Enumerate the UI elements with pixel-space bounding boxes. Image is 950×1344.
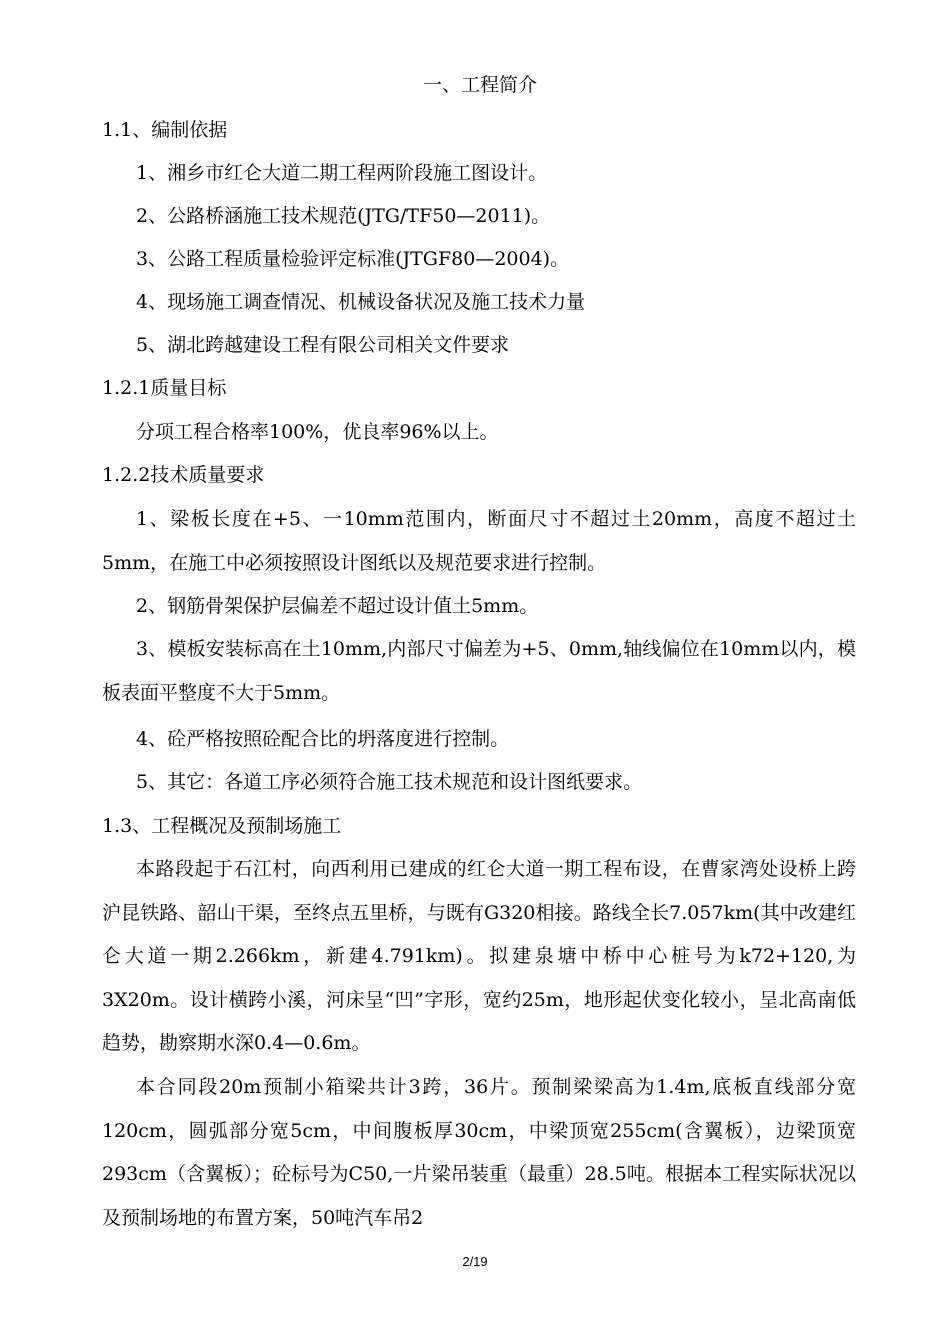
page-title: 一、工程简介 bbox=[422, 74, 537, 96]
overview-paragraph-2: 本合同段20m预制小箱梁共计3跨，36片。预制梁梁高为1.4m,底板直线部分宽120cm，圆弧部分宽5cm，中间腹板厚30cm，中梁顶宽255cm(含翼板），边梁顶宽293cm（含翼板）；砼标号为C50,一片梁吊装重（最重）28.5吨。根据本工程实际状况以及预制场地的布置方案，50吨汽车吊2 bbox=[102, 1076, 856, 1229]
quality-req-item-4: 4、砼严格按照砼配合比的坍落度进行控制。 bbox=[136, 728, 510, 750]
basis-item-1: 1、湘乡市红仑大道二期工程两阶段施工图设计。 bbox=[136, 162, 548, 184]
basis-item-3: 3、公路工程质量检验评定标准(JTGF80—2004)。 bbox=[136, 248, 570, 270]
basis-item-5: 5、湖北跨越建设工程有限公司相关文件要求 bbox=[136, 334, 510, 356]
quality-req-item-2: 2、钢筋骨架保护层偏差不超过设计值土5mm。 bbox=[136, 595, 539, 617]
quality-target-text: 分项工程合格率100%，优良率96%以上。 bbox=[136, 421, 499, 443]
basis-item-2: 2、公路桥涵施工技术规范(JTG/TF50—2011)。 bbox=[136, 205, 551, 227]
basis-item-4: 4、现场施工调查情况、机械设备状况及施工技术力量 bbox=[136, 291, 586, 313]
quality-req-item-1: 1、梁板长度在+5、一10mm范围内，断面尺寸不超过土20mm，高度不超过土5mm，在施工中必须按照设计图纸以及规范要求进行控制。 bbox=[102, 508, 856, 574]
section-heading-1-2-1: 1.2.1质量目标 bbox=[102, 377, 227, 399]
page-number: 2/19 bbox=[462, 1254, 488, 1269]
section-heading-1-1: 1.1、编制依据 bbox=[102, 119, 228, 141]
quality-req-item-5: 5、其它：各道工序必须符合施工技术规范和设计图纸要求。 bbox=[136, 771, 643, 793]
section-heading-1-3: 1.3、工程概况及预制场施工 bbox=[102, 815, 342, 837]
section-heading-1-2-2: 1.2.2技术质量要求 bbox=[102, 464, 265, 486]
overview-paragraph-1: 本路段起于石江村，向西利用已建成的红仑大道一期工程布设，在曹家湾处设桥上跨沪昆铁路、韶山干渠，至终点五里桥，与既有G320相接。路线全长7.057km(其中改建红仑大道一期2.266km，新建4.791km)。拟建泉塘中桥中心桩号为k72+120,为3X20m。设计横跨小溪，河床呈“凹”字形，宽约25m，地形起伏变化较小，呈北高南低趋势，勘察期水深0.4—0.6m。 bbox=[102, 858, 856, 1054]
quality-req-item-3: 3、模板安装标高在土10mm,内部尺寸偏差为+5、0mm,轴线偏位在10mm以内，模板表面平整度不大于5mm。 bbox=[102, 638, 856, 704]
